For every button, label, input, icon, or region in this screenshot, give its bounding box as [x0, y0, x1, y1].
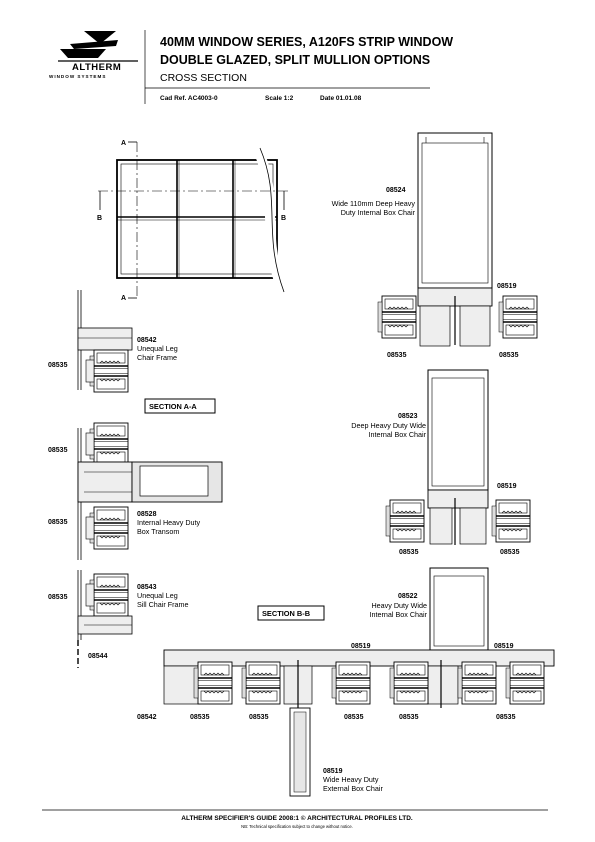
left-callout-1-desc1: Unequal Leg	[137, 344, 178, 353]
bottom-bead-code-3: 08535	[344, 714, 364, 721]
mullion-section-2	[386, 370, 530, 545]
left-callout-3-code: 08543	[137, 584, 157, 591]
left-callout-2-desc1: Internal Heavy Duty	[137, 518, 201, 527]
left-callout-1-desc2: Chair Frame	[137, 353, 177, 362]
right-callout-1-code: 08524	[386, 187, 406, 194]
right-callout-2-desc1: Deep Heavy Duty Wide	[351, 421, 426, 430]
logo-tagline: WINDOW SYSTEMS	[49, 74, 107, 79]
left-callout-3-desc1: Unequal Leg	[137, 591, 178, 600]
external-chair-code: 08519	[323, 768, 343, 775]
bottom-bead-code-2: 08535	[249, 714, 269, 721]
right-callout-1-desc1: Wide 110mm Deep Heavy	[331, 199, 415, 208]
right-callout-1-desc2: Duty Internal Box Chair	[340, 208, 415, 217]
scale: Scale 1:2	[265, 95, 294, 102]
section-b-b-label: SECTION B-B	[262, 609, 311, 618]
altherm-logo	[49, 31, 138, 79]
bead-code-3: 08535	[48, 519, 68, 526]
bead-code-4: 08535	[48, 594, 68, 601]
sill-code: 08544	[88, 653, 108, 660]
cad-ref: Cad Ref. AC4003-0	[160, 95, 218, 102]
left-callout-1-code: 08542	[137, 337, 157, 344]
right-callout-2-code: 08523	[398, 413, 418, 420]
section-marker-a-top: A	[121, 140, 127, 147]
left-callout-2-code: 08528	[137, 511, 157, 518]
right-callout-2-desc2: Internal Box Chair	[368, 430, 426, 439]
mullion-bead-code-2b: 08535	[500, 549, 520, 556]
footer-line-1: ALTHERM SPECIFIER'S GUIDE 2008:1 © ARCHITECTURAL PROFILES LTD.	[181, 815, 413, 822]
bottom-bead-code-1: 08535	[190, 714, 210, 721]
mullion-code-1: 08519	[497, 283, 517, 290]
right-callout-3-desc2: Internal Box Chair	[369, 610, 427, 619]
mullion-bead-code-2a: 08535	[399, 549, 419, 556]
left-callout-3-desc2: Sill Chair Frame	[137, 600, 189, 609]
bottom-bead-code-5: 08535	[496, 714, 516, 721]
mullion-code-3a: 08519	[351, 643, 371, 650]
section-marker-b-left: B	[97, 215, 103, 222]
external-chair-desc2: External Box Chair	[323, 784, 383, 793]
subtitle: CROSS SECTION	[160, 72, 247, 84]
mullion-bead-code-1b: 08535	[499, 352, 519, 359]
bead-code-2: 08535	[48, 447, 68, 454]
external-chair-desc1: Wide Heavy Duty	[323, 775, 379, 784]
right-callout-3-code: 08522	[398, 593, 418, 600]
section-marker-a-bottom: A	[121, 295, 127, 302]
bottom-bead-code-4: 08535	[399, 714, 419, 721]
logo-name: ALTHERM	[72, 62, 122, 73]
bead-code-1: 08535	[48, 362, 68, 369]
mullion-section-1	[378, 133, 537, 346]
left-callout-2-desc2: Box Transom	[137, 527, 180, 536]
footer-line-2: NB: Technical specification subject to change without notice.	[241, 824, 353, 829]
section-b-b-drawing	[164, 568, 554, 796]
title-line-1: 40MM WINDOW SERIES, A120FS STRIP WINDOW	[160, 35, 454, 49]
right-callout-3-desc1: Heavy Duty Wide	[371, 601, 427, 610]
bottom-frame-code: 08542	[137, 714, 157, 721]
mullion-bead-code-1a: 08535	[387, 352, 407, 359]
mullion-code-3b: 08519	[494, 643, 514, 650]
title-line-2: DOUBLE GLAZED, SPLIT MULLION OPTIONS	[160, 53, 431, 67]
mullion-code-2: 08519	[497, 483, 517, 490]
date: Date 01.01.08	[320, 95, 362, 102]
section-marker-b-right: B	[281, 215, 287, 222]
window-elevation	[98, 142, 288, 298]
section-a-a-label: SECTION A-A	[149, 402, 197, 411]
